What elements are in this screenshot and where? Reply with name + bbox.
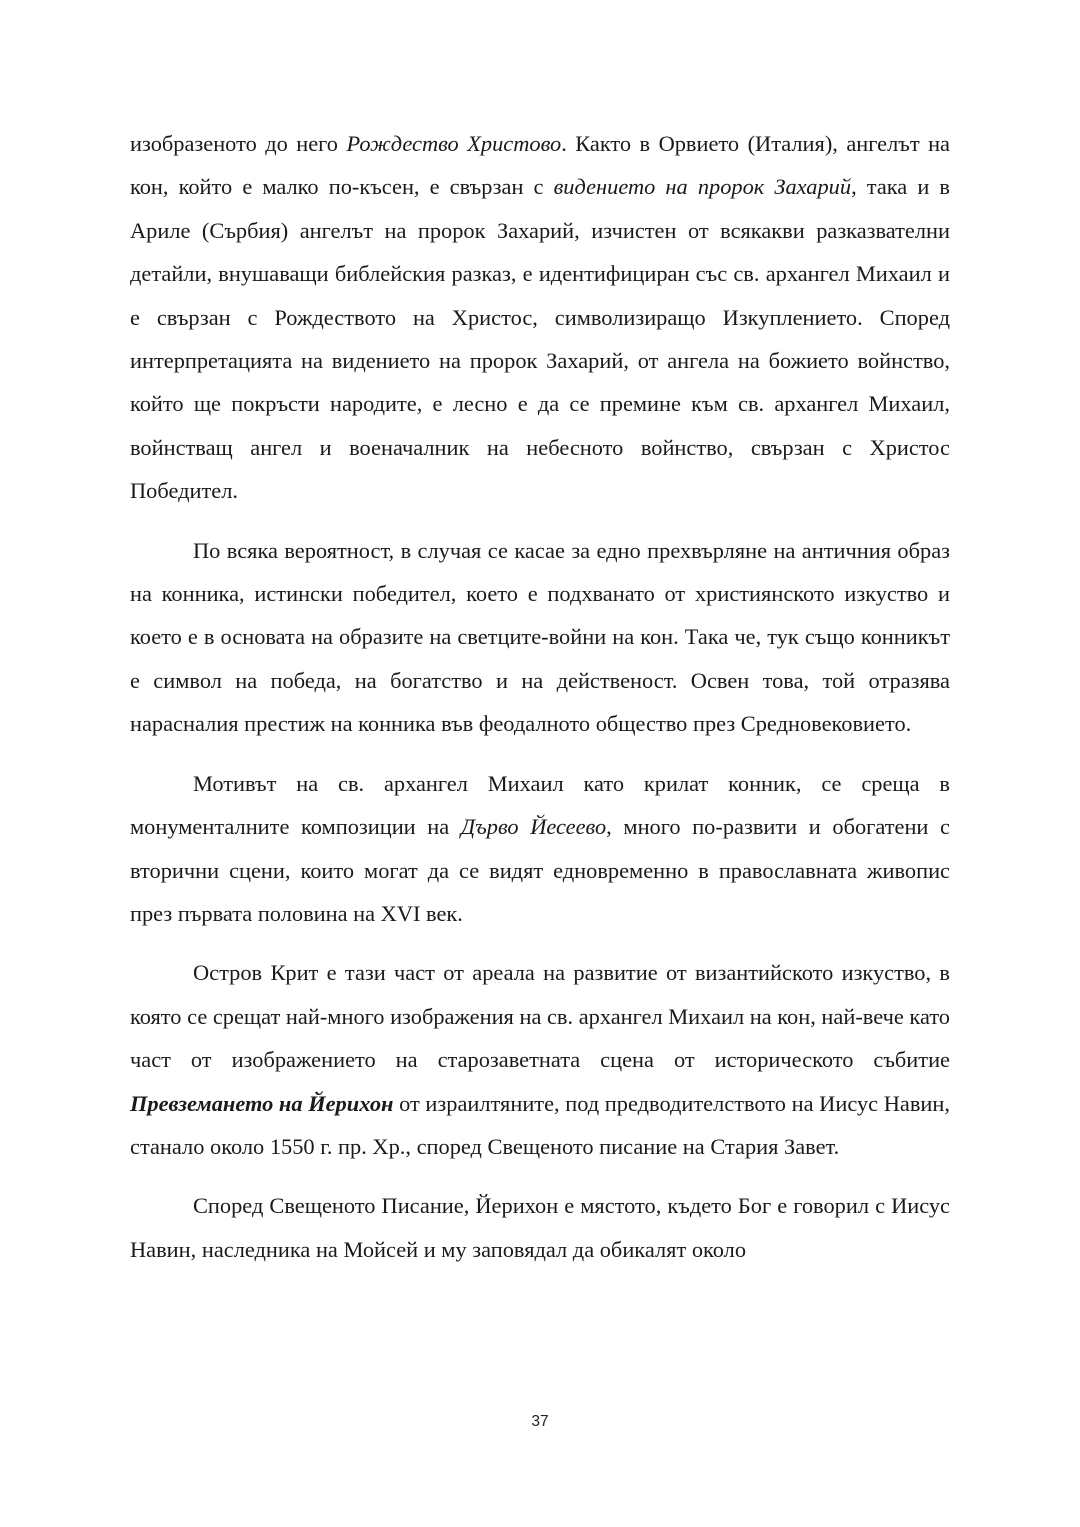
paragraph-2 [130,529,950,746]
paragraph-3 [130,762,950,936]
text-run: Мотивът на св. архангел Михаил като крилат конник, се среща в монументалните композиции на [130,770,950,840]
page-number: 37 [531,1413,549,1430]
paragraph-4 [130,951,950,1168]
bold-italic-title: Превземането на Йерихон [130,1090,394,1116]
italic-title: видението на пророк Захарий [553,174,852,200]
text-run: Според Свещеното Писание, Йерихон е мястото, където Бог е говорил с Иисус Навин, наследника на Мойсей и му заповядал да обикалят около [130,1193,950,1262]
document-body [130,122,950,1271]
text-run: от израилтяните, под предводителството на Иисус Навин, станало около 1550 г. пр. Хр., според Свещеното писание на Стария Завет. [130,1090,950,1159]
text-run: Остров Крит е тази част от ареала на развитие от византийското изкуство, в която се срещат най-много изображения на св. архангел Михаил на кон, най-вече като част от изображението на старозаветната сцена от историческото събитие [130,960,950,1073]
text-run: изобразеното до него [130,131,347,156]
text-run: По всяка вероятност, в случая се касае за едно прехвърляне на античния образ на конника, истински победител, което е подхванато от християнското изкуство и което е в основата на образите на светците-войни на кон. Така че, тук също конникът е символ на победа, на богатство и на действеност. Освен това, той отразява нарасналия престиж на конника във феодалното общество през Средновековието. [130,537,950,737]
italic-title: Рождество Христово [346,131,562,156]
text-run: , много по-развити и обогатени с вторични сцени, които могат да се видят едновременно в православната живопис през първата половина на XVI век. [130,814,950,926]
text-run: , така и в Ариле (Сърбия) ангелът на пророк Захарий, изчистен от всякакви разказвателни детайли, внушаващи библейския разказ, е идентифициран със св. архангел Михаил и е свързан с Рождеството на Христос, символизиращо Изкуплението. Според интерпретацията на видението на пророк Захарий, от ангела на божието войнство, който ще покръсти народите, е лесно е да се премине към св. архангел Михаил, войнстващ ангел и военачалник на небесното войнство, свързан с Христос Победител. [130,174,950,504]
paragraph-5 [130,1184,950,1271]
paragraph-1 [130,122,950,513]
italic-title: Дърво Йесеево [460,814,607,840]
text-run: . Както в Орвието (Италия), ангелът на кон, който е малко по-късен, е свързан с [130,131,950,200]
